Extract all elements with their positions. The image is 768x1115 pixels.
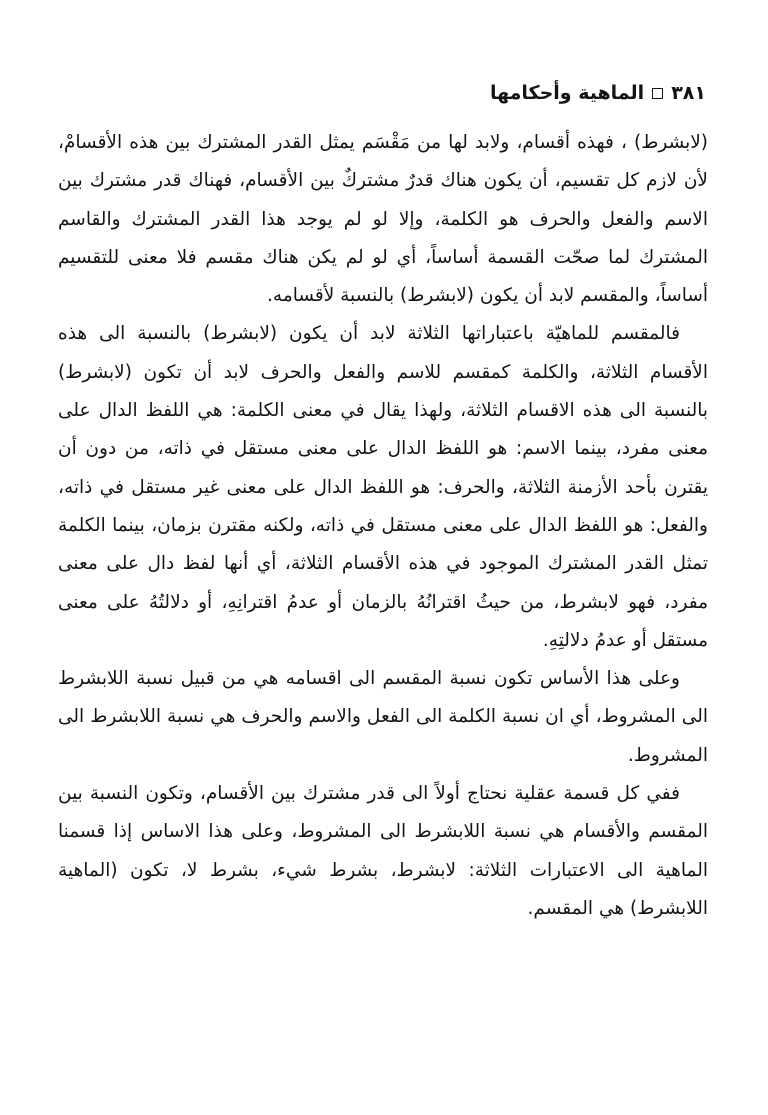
paragraph-1: (لابشرط) ، فهذه أقسام، ولابد لها من مَقْسَم يمثل القدر المشترك بين هذه الأقسامْ، لأن لازم كل تقسيم، أن يكون هناك قدرٌ مشتركٌ بين الأقسام، فهناك قدر مشترك بين الاسم والفعل والحرف هو الكلمة، وإلا لو لم يوجد هذا القدر المشترك والقاسم المشترك لما صحّت القسمة أساساً، أي لو لم يكن هناك مقسم فلا معنى للتقسيم أساساً، والمقسم لابد أن يكون (لابشرط) بالنسبة لأقسامه. — [58, 132, 708, 307]
page-number: ٣٨١ — [671, 82, 706, 104]
running-head — [490, 84, 706, 103]
paragraph-2: فالمقسم للماهيّة باعتباراتها الثلاثة لابد أن يكون (لابشرط) بالنسبة الى هذه الأقسام الثلاثة، والكلمة كمقسم للاسم والفعل والحرف لابد أن تكون (لابشرط) بالنسبة الى هذه الاقسام الثلاثة، ولهذا يقال في معنى الكلمة: هي اللفظ الدال على معنى مفرد، بينما الاسم: هو اللفظ الدال على معنى مستقل في ذاته، من دون أن يقترن بأحد الأزمنة الثلاثة، والحرف: هو اللفظ الدال على معنى غير مستقل في ذاته، والفعل: هو اللفظ الدال على معنى مستقل في ذاته، ولكنه مقترن بزمان، بينما الكلمة تمثل القدر المشترك الموجود في هذه الأقسام الثلاثة، أي أنها لفظ دال على معنى مفرد، فهو لابشرط، من حيثُ اقترانُهُ بالزمان أو عدمُ اقترانِهِ، أو دلالتُهُ على معنى مستقل أو عدمُ دلالتِهِ. — [58, 323, 708, 651]
paragraph-3: وعلى هذا الأساس تكون نسبة المقسم الى اقسامه هي من قبيل نسبة اللابشرط الى المشروط، أي ان نسبة الكلمة الى الفعل والاسم والحرف هي نسبة اللابشرط الى المشروط. — [58, 668, 708, 766]
paragraph-4: ففي كل قسمة عقلية نحتاج أولاً الى قدر مشترك بين الأقسام، وتكون النسبة بين المقسم والأقسام هي نسبة اللابشرط الى المشروط، وعلى هذا الاساس إذا قسمنا الماهية الى الاعتبارات الثلاثة: لابشرط، بشرط شيء، بشرط لا، تكون (الماهية اللابشرط) هي المقسم. — [58, 783, 708, 919]
running-title: الماهية وأحكامها — [489, 82, 645, 104]
separator-square-icon — [652, 88, 663, 99]
body-text — [58, 124, 708, 928]
